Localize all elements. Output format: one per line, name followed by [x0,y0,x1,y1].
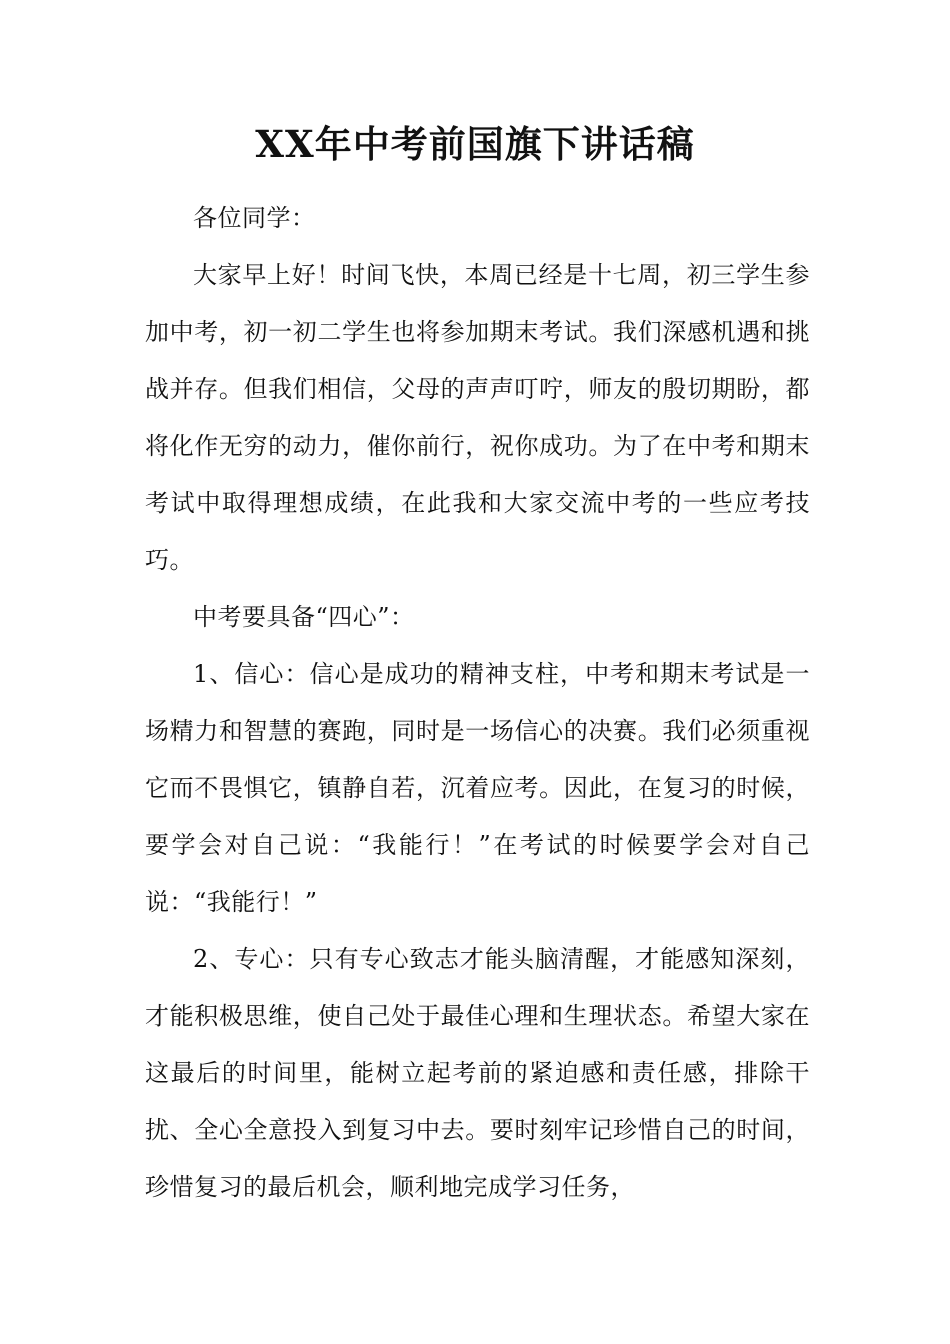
paragraph-intro: 大家早上好！时间飞快，本周已经是十七周，初三学生参加中考，初一初二学生也将参加期末考试。我们深感机遇和挑战并存。但我们相信，父母的声声叮咛，师友的殷切期盼，都将化作无穷的动力，催你前行，祝你成功。为了在中考和期末考试中取得理想成绩，在此我和大家交流中考的一些应考技巧。 [145,261,810,574]
document-title: XX年中考前国旗下讲话稿 [255,122,695,166]
paragraph-four-hearts: 中考要具备“四心”： [193,603,415,631]
paragraph-greeting: 各位同学： [193,204,316,232]
paragraph-confidence: 1、信心：信心是成功的精神支柱，中考和期末考试是一场精力和智慧的赛跑，同时是一场信心的决赛。我们必须重视它而不畏惧它，镇静自若，沉着应考。因此，在复习的时候，要学会对自己说：“我能行！”在考试的时候要学会对自己说：“我能行！” [145,660,810,916]
document-body [145,190,810,1216]
paragraph-focus: 2、专心：只有专心致志才能头脑清醒，才能感知深刻，才能积极思维，使自己处于最佳心理和生理状态。希望大家在这最后的时间里，能树立起考前的紧迫感和责任感，排除干扰、全心全意投入到复习中去。要时刻牢记珍惜自己的时间，珍惜复习的最后机会，顺利地完成学习任务， [145,945,810,1201]
